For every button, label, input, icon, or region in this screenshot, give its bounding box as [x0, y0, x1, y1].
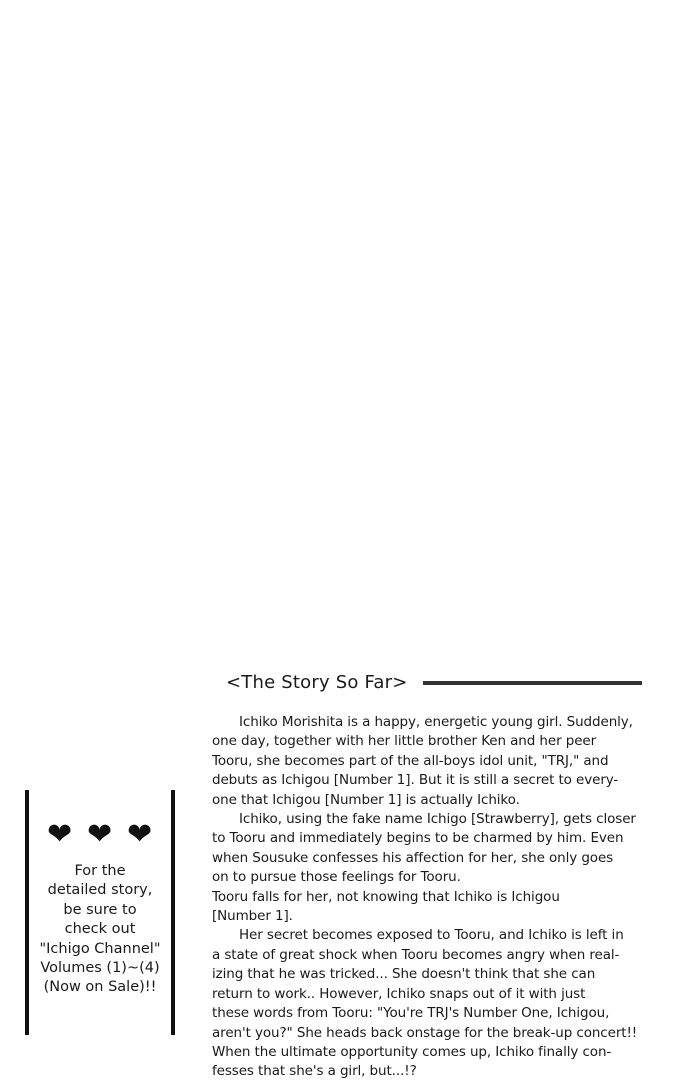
- story-line: on to pursue those feelings for Tooru.: [212, 869, 461, 886]
- story-line: Ichiko, using the fake name Ichigo [Strawberry], gets closer: [239, 811, 636, 828]
- story-line: to Tooru and immediately begins to be charmed by him. Even: [212, 830, 624, 847]
- sidebar-line: check out: [64, 921, 136, 938]
- story-line: Tooru falls for her, not knowing that Ichiko is Ichigou: [212, 888, 560, 905]
- story-line: Ichiko Morishita is a happy, energetic young girl. Suddenly,: [239, 714, 633, 730]
- story-line: izing that he was tricked... She doesn't think that she can: [212, 966, 596, 983]
- story-line: Tooru, she becomes part of the all-boys idol unit, "TRJ," and: [212, 752, 609, 769]
- hearts-row: [29, 818, 171, 852]
- sidebar-line: (Now on Sale)!!: [43, 979, 157, 996]
- sidebar-line: For the: [74, 863, 126, 879]
- sidebar-line: Volumes (1)~(4): [40, 960, 160, 977]
- story-body: [212, 713, 672, 1082]
- story-heading: <The Story So Far>: [226, 672, 408, 693]
- heart-icon: ❤: [87, 817, 113, 852]
- story-line: When the ultimate opportunity comes up, Ichiko finally con-: [212, 1043, 612, 1060]
- story-line: [Number 1].: [212, 908, 293, 925]
- heart-icon: ❤: [47, 817, 73, 852]
- sidebar-line: "Ichigo Channel": [39, 940, 161, 957]
- story-line: Her secret becomes exposed to Tooru, and Ichiko is left in: [239, 927, 624, 944]
- story-line: aren't you?" She heads back onstage for the break-up concert!!: [212, 1024, 638, 1041]
- sidebar-line: be sure to: [63, 901, 137, 918]
- story-line: these words from Tooru: "You're TRJ's Number One, Ichigou,: [212, 1005, 610, 1022]
- story-line: a state of great shock when Tooru becomes angry when real-: [212, 946, 620, 963]
- story-line: return to work.. However, Ichiko snaps out of it with just: [212, 985, 586, 1002]
- sidebar-box: [25, 790, 175, 1035]
- heading-rule: [423, 681, 642, 685]
- story-line: one that Ichigou [Number 1] is actually Ichiko.: [212, 791, 520, 808]
- story-line: one day, together with her little brother Ken and her peer: [212, 733, 597, 750]
- sidebar-line: detailed story,: [47, 882, 153, 899]
- sidebar-text: [29, 862, 171, 998]
- story-line: debuts as Ichigou [Number 1]. But it is still a secret to every-: [212, 772, 619, 789]
- story-line: when Sousuke confesses his affection for her, she only goes: [212, 849, 614, 866]
- heart-icon: ❤: [127, 817, 153, 852]
- story-line: fesses that she's a girl, but...!?: [212, 1063, 417, 1080]
